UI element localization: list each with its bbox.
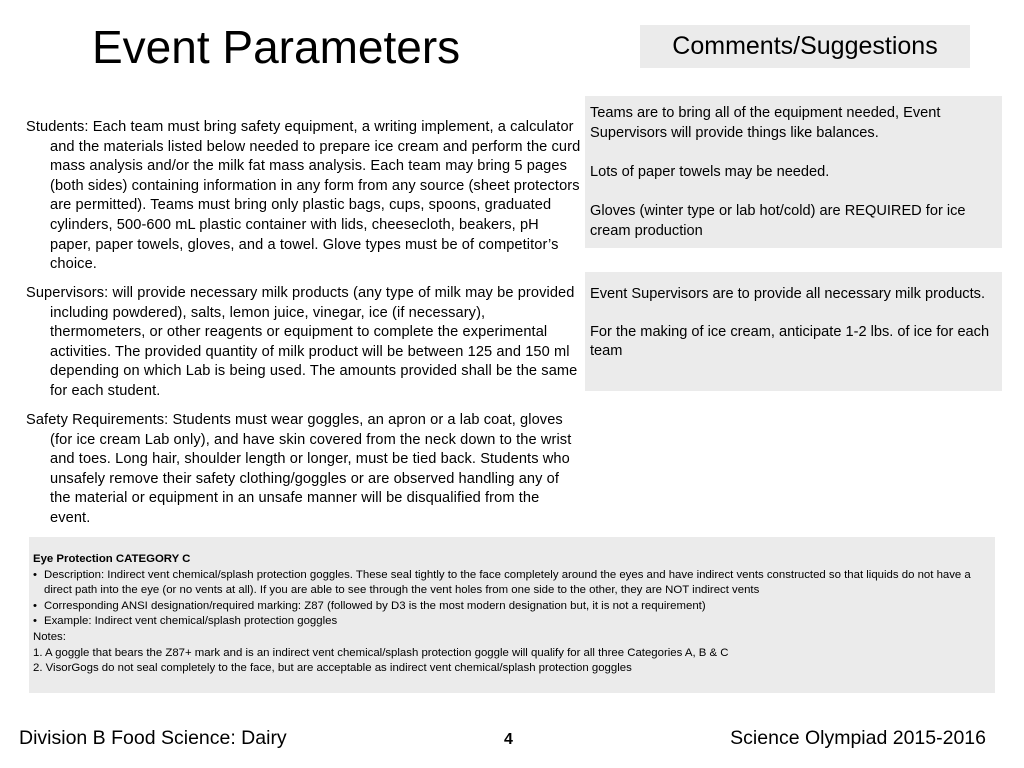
comments-box-equipment <box>585 96 1002 248</box>
eye-protection-title: Eye Protection CATEGORY C <box>33 553 191 565</box>
eye-protection-bullet: • Corresponding ANSI designation/required marking: Z87 (followed by D3 is the most modern designation but, it is not a requirement) <box>33 599 990 615</box>
comments-box-supervisors <box>585 272 1002 391</box>
slide-title: Event Parameters <box>92 21 461 73</box>
footer-organization: Science Olympiad 2015-2016 <box>730 727 986 749</box>
students-paragraph: Students: Each team must bring safety equipment, a writing implement, a calculator and the materials listed below needed to prepare ice cream and perform the curd mass analysis and/or the milk fat mass analysis. Each team may bring 5 pages (both sides) containing information in any form from any source (sheet protectors are permitted). Teams must bring only plastic bags, cups, spoons, graduated cylinders, 500-600 mL plastic container with lids, cheesecloth, beakers, pH paper, paper towels, gloves, and a towel. Glove types must be of competitor’s choice. <box>26 119 581 273</box>
note-item: 2. VisorGogs do not seal completely to the face, but are acceptable as indirect vent chemical/splash protection goggles <box>33 662 632 675</box>
comment-text: Event Supervisors are to provide all necessary milk products. <box>590 286 986 302</box>
footer-page-number: 4 <box>504 731 513 748</box>
comments-header: Comments/Suggestions <box>640 25 970 68</box>
safety-paragraph: Safety Requirements: Students must wear goggles, an apron or a lab coat, gloves (for ice cream Lab only), and have skin covered from the neck down to the wrist and toes. Long hair, shoulder length or longer, must be tied back. Students who unsafely remove their safety clothing/goggles or are observed handling any of the material or equipment in an unsafe manner will be disqualified from the event. <box>26 412 572 526</box>
notes-label: Notes: <box>33 630 66 643</box>
eye-protection-box <box>29 537 995 693</box>
eye-protection-bullet: • Description: Indirect vent chemical/splash protection goggles. These seal tightly to the face completely around the eyes and have indirect vents constructed so that liquids do not have a direct path into the eye (or no vents at all). If you are able to see through the vent holes from one side to the other, they are NOT indirect vents <box>33 568 990 599</box>
supervisors-paragraph: Supervisors: will provide necessary milk products (any type of milk may be provided including powdered), salts, lemon juice, vinegar, ice (if necessary), thermometers, or other reagents or equipment to complete the experimental activities. The provided quantity of milk product will be between 125 and 150 ml depending on which Lab is being used. The amounts provided shall be the same for each student. <box>26 285 578 399</box>
comment-text: Lots of paper towels may be needed. <box>590 163 830 180</box>
note-item: 1. A goggle that bears the Z87+ mark and is an indirect vent chemical/splash protection goggle will qualify for all three Categories A, B & C <box>33 646 729 659</box>
eye-protection-bullet: • Example: Indirect vent chemical/splash protection goggles <box>33 614 990 630</box>
footer-event-name: Division B Food Science: Dairy <box>19 727 287 749</box>
comment-text: Gloves (winter type or lab hot/cold) are REQUIRED for ice cream production <box>590 202 966 239</box>
comment-text: Teams are to bring all of the equipment needed, Event Supervisors will provide things like balances. <box>590 105 941 141</box>
comment-text: For the making of ice cream, anticipate 1-2 lbs. of ice for each team <box>590 323 990 360</box>
